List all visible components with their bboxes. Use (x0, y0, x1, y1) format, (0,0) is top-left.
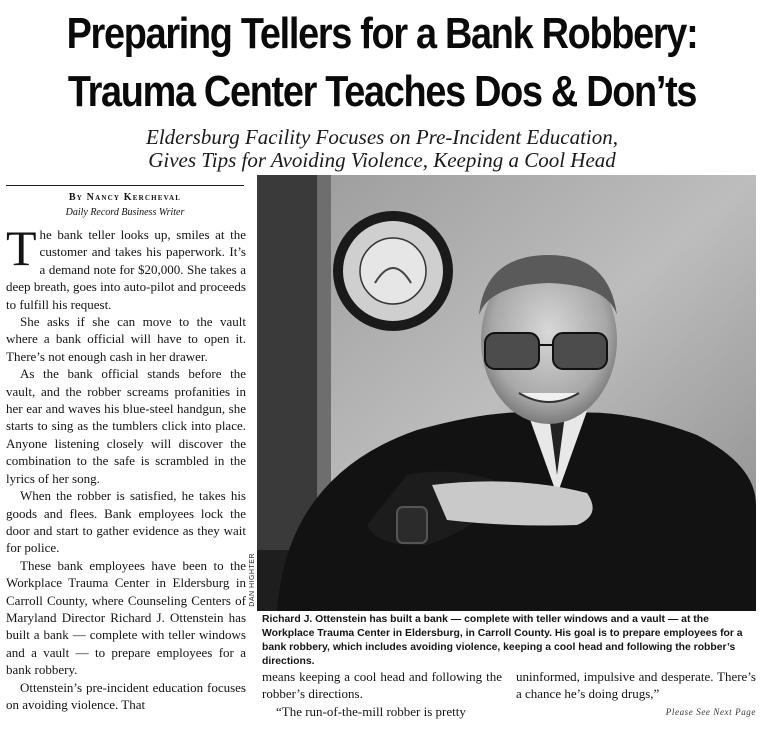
portrait-photo (257, 175, 756, 611)
article-column-3 (516, 668, 756, 703)
byline-rule (6, 185, 244, 186)
photo-illustration (257, 175, 756, 611)
headline-line-2: Trauma Center Teaches Dos & Don’ts (67, 67, 697, 116)
paragraph-2: She asks if she can move to the vault where a bank official will have to open it. There’s not enough cash in her drawer. (6, 314, 246, 364)
paragraph-6: Ottenstein’s pre-incident education focuses on avoiding violence. That (6, 679, 246, 712)
headline-line-1: Preparing Tellers for a Bank Robbery: (66, 9, 698, 58)
article-column-1 (6, 220, 246, 713)
deck-line-2: Gives Tips for Avoiding Violence, Keeping a Cool Head (148, 148, 616, 172)
paragraph-1 (6, 220, 246, 313)
byline-title: Daily Record Business Writer (65, 207, 185, 218)
paragraph-5: These bank employees have been to the Workplace Trauma Center in Eldersburg in Carroll County, where Counseling Centers of Maryland Director Richard J. Ottenstein has built a bank — complete with teller windows and a vault — to prepare employees for a bank robbery. (6, 557, 246, 678)
byline-author: By Nancy Kercheval (68, 192, 182, 203)
paragraph-9: uninformed, impulsive and desperate. There’s a chance he’s doing drugs,” (516, 669, 756, 702)
photo-caption: Richard J. Ottenstein has built a bank — complete with teller windows and a vault — at the Workplace Trauma Center in Eldersburg, in Carroll County. His goal is to prepare employees for a bank robbery, which includes avoiding violence, keeping a cool head and following the robber’s directions. (262, 614, 743, 667)
deck-line-1: Eldersburg Facility Focuses on Pre-Incident Education, (146, 125, 618, 149)
continued-notice: Please See Next Page (665, 707, 756, 717)
paragraph-4: When the robber is satisfied, he takes his goods and flees. Bank employees lock the door and start to gather evidence as they wait for police. (6, 488, 246, 556)
article-column-2 (262, 668, 502, 720)
photo-credit: DAN HIGHTER (249, 553, 256, 607)
paragraph-7: means keeping a cool head and following the robber’s directions. (262, 669, 502, 702)
paragraph-1-text: he bank teller looks up, smiles at the customer and takes his paperwork. It’s a demand note for $20,000. She takes a deep breath, goes into auto-pilot and proceeds to fulfill his request. (6, 227, 246, 312)
paragraph-8: “The run-of-the-mill robber is pretty (276, 703, 466, 719)
paragraph-3: As the bank official stands before the vault, and the robber screams profanities in her ear and waves his blue-steel handgun, she starts to sing as the tumblers click into place. Anyone listening closely will discover the combination to the safe is scrambled in the lyrics of her song. (6, 366, 246, 486)
drop-cap: T (6, 220, 37, 276)
